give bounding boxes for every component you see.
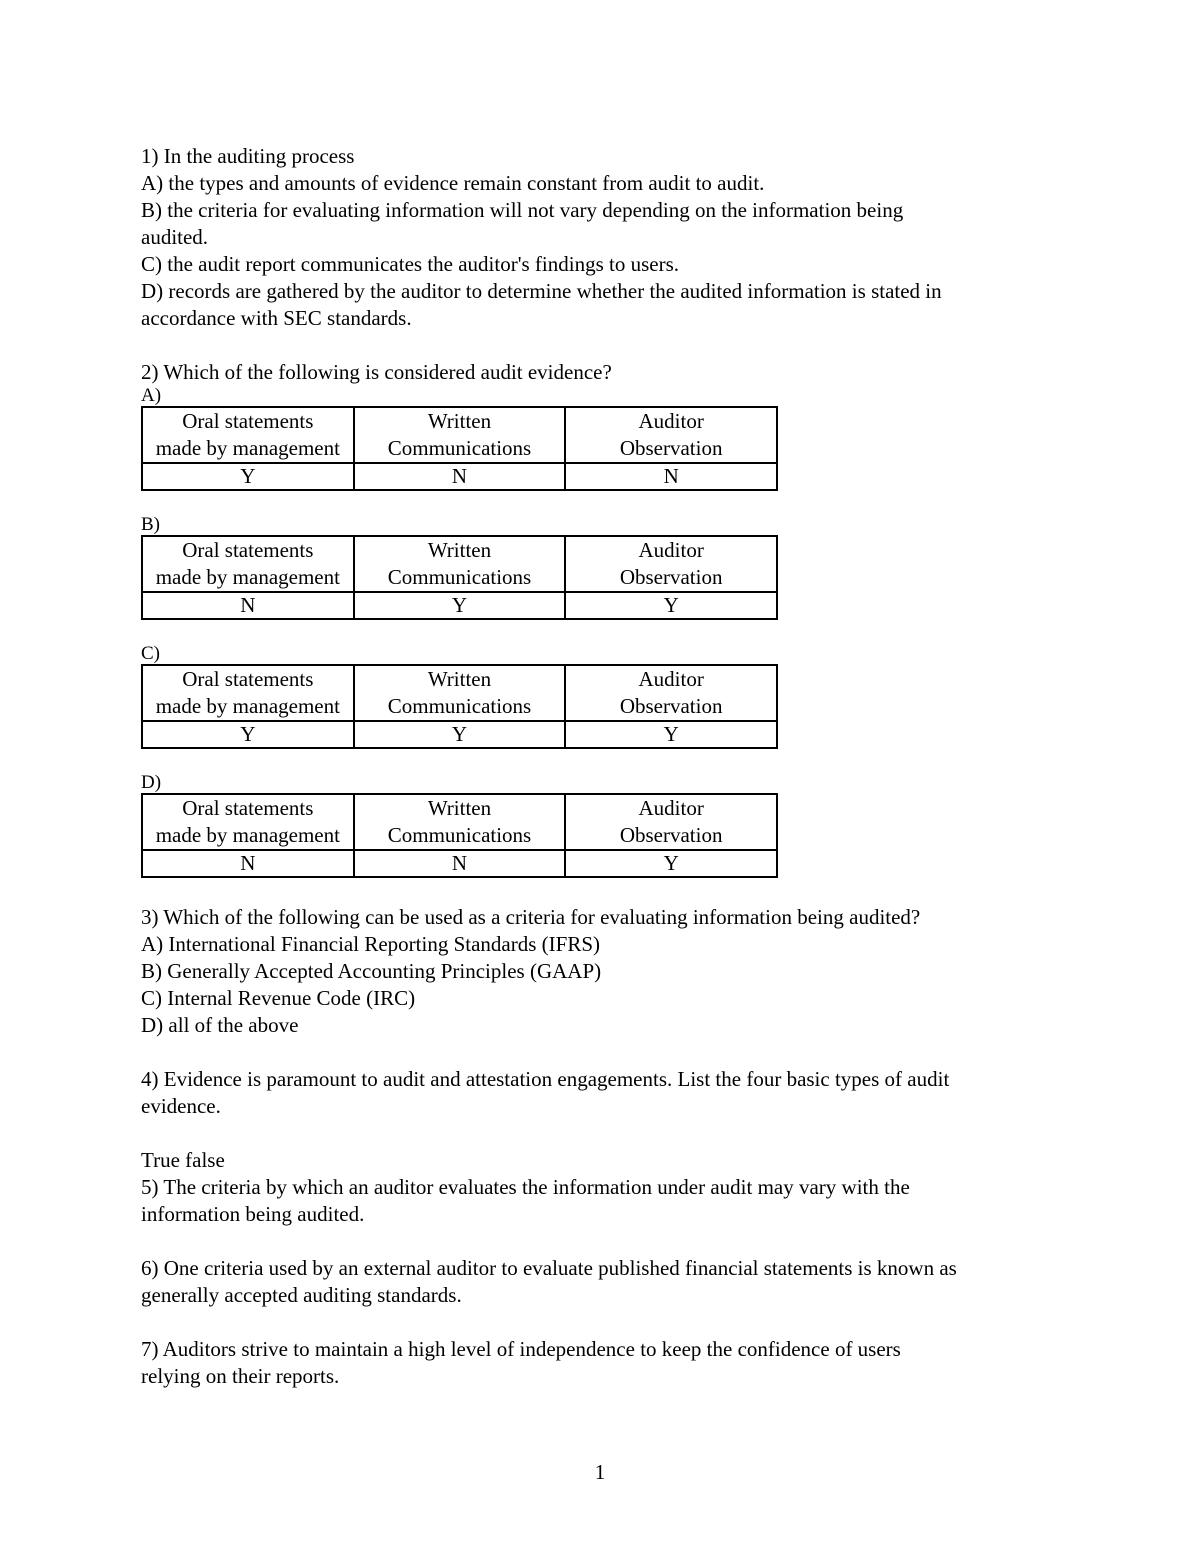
question-2-option-c-label: C) (141, 643, 160, 664)
question-7 (141, 1336, 1076, 1390)
question-2-option-b-table (141, 535, 778, 620)
column-header: Auditor Observation (565, 794, 777, 850)
question-1 (141, 143, 1076, 332)
column-header: Auditor Observation (565, 536, 777, 592)
table-cell: Y (565, 721, 777, 748)
table-cell: N (565, 463, 777, 490)
question-2-option-d-table (141, 793, 778, 878)
column-header: Oral statements made by management (142, 794, 354, 850)
table-cell: Y (565, 850, 777, 877)
question-2-option-d-label: D) (141, 772, 162, 793)
column-header: Written Communications (354, 665, 566, 721)
table-cell: Y (142, 463, 354, 490)
question-6 (141, 1255, 1076, 1309)
question-1-option-d-line1: D) records are gathered by the auditor to determine whether the audited information is stated in (141, 279, 942, 303)
question-3-option-d: D) all of the above (141, 1013, 299, 1037)
column-header: Auditor Observation (565, 407, 777, 463)
question-3-option-b: B) Generally Accepted Accounting Principles (GAAP) (141, 959, 602, 983)
question-3-stem: 3) Which of the following can be used as a criteria for evaluating information being audited? (141, 905, 921, 929)
question-2-option-c-table (141, 664, 778, 749)
question-4-line1: 4) Evidence is paramount to audit and attestation engagements. List the four basic types of audit (141, 1067, 950, 1091)
question-2-option-a-label: A) (141, 385, 162, 406)
question-5-line2: information being audited. (141, 1202, 365, 1226)
question-5 (141, 1174, 1076, 1228)
question-2-option-b-label: B) (141, 514, 160, 535)
page-number: 1 (594, 1460, 606, 1484)
question-1-option-a: A) the types and amounts of evidence remain constant from audit to audit. (141, 171, 765, 195)
table-cell: Y (354, 592, 566, 619)
table-cell: Y (565, 592, 777, 619)
question-1-option-b-line1: B) the criteria for evaluating information will not vary depending on the information being (141, 198, 904, 222)
question-1-option-b-line2: audited. (141, 225, 209, 249)
question-6-line2: generally accepted auditing standards. (141, 1283, 462, 1307)
question-3 (141, 904, 1076, 1039)
column-header: Auditor Observation (565, 665, 777, 721)
table-cell: Y (142, 721, 354, 748)
table-cell: N (354, 850, 566, 877)
column-header: Written Communications (354, 794, 566, 850)
question-3-option-a: A) International Financial Reporting Standards (IFRS) (141, 932, 600, 956)
true-false-heading: True false (141, 1148, 225, 1172)
table-cell: N (142, 592, 354, 619)
document-page (141, 143, 1076, 1390)
question-6-line1: 6) One criteria used by an external auditor to evaluate published financial statements is known as (141, 1256, 957, 1280)
question-5-line1: 5) The criteria by which an auditor evaluates the information under audit may vary with the (141, 1175, 910, 1199)
question-4 (141, 1066, 1076, 1120)
question-2 (141, 359, 1076, 878)
column-header: Oral statements made by management (142, 407, 354, 463)
question-2-option-a-table (141, 406, 778, 491)
question-4-line2: evidence. (141, 1094, 221, 1118)
table-cell: N (354, 463, 566, 490)
column-header: Written Communications (354, 536, 566, 592)
question-2-stem: 2) Which of the following is considered audit evidence? (141, 360, 612, 384)
question-1-stem: 1) In the auditing process (141, 144, 355, 168)
column-header: Oral statements made by management (142, 536, 354, 592)
question-3-option-c: C) Internal Revenue Code (IRC) (141, 986, 416, 1010)
table-cell: N (142, 850, 354, 877)
column-header: Written Communications (354, 407, 566, 463)
question-1-option-c: C) the audit report communicates the auditor's findings to users. (141, 252, 680, 276)
column-header: Oral statements made by management (142, 665, 354, 721)
table-cell: Y (354, 721, 566, 748)
question-7-line1: 7) Auditors strive to maintain a high level of independence to keep the confidence of users (141, 1337, 901, 1361)
question-1-option-d-line2: accordance with SEC standards. (141, 306, 412, 330)
question-7-line2: relying on their reports. (141, 1364, 340, 1388)
